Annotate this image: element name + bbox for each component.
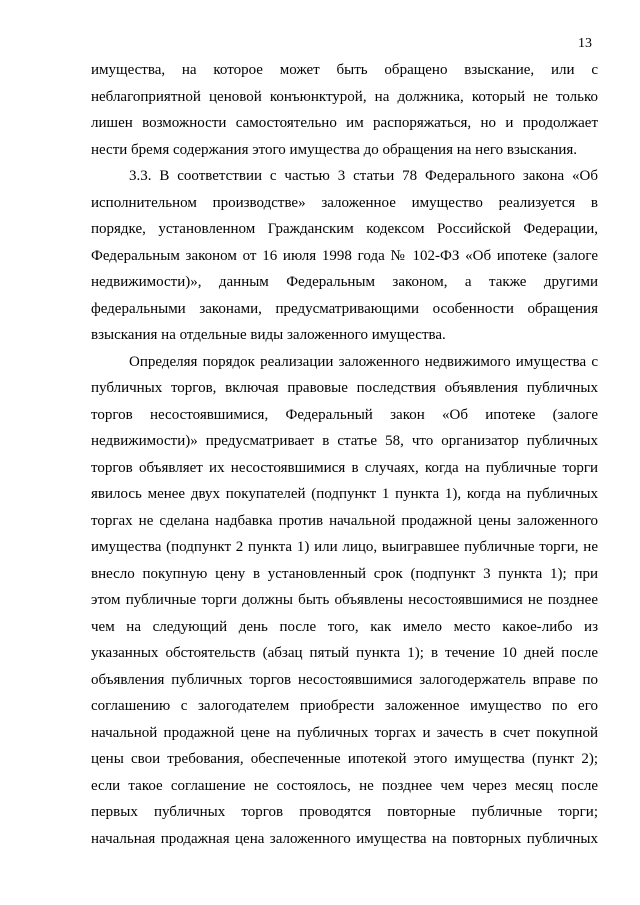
text-line: указанных обстоятельств (абзац пятый пункта 1); в течение 10 дней после — [91, 645, 598, 661]
text-line: объявления публичных торгов несостоявшимися залогодержатель вправе по — [91, 671, 598, 688]
text-line: недвижимости)», данным Федеральным законом, а также другими — [91, 274, 598, 290]
text-line: взыскания на отдельные виды заложенного имущества. — [91, 327, 446, 343]
paragraph — [91, 57, 598, 163]
text-line: торгах не сделана надбавка против начальной продажной цены заложенного — [91, 512, 598, 529]
paragraph — [91, 349, 598, 853]
text-line: соглашению с залогодателем приобрести заложенное имущество по его — [91, 698, 598, 714]
text-line: имущества (подпункт 2 пункта 1) или лицо, выигравшее публичные торги, не — [91, 539, 598, 555]
text-line: исполнительном производстве» заложенное имущество реализуется в — [91, 194, 598, 211]
page-number: 13 — [578, 36, 592, 51]
text-line: торгов несостоявшимися, Федеральный закон «Об ипотеке (залоге — [91, 406, 598, 423]
text-line: торгов объявляет их несостоявшимися в случаях, когда на публичные торги — [91, 459, 598, 476]
text-line: явилось менее двух покупателей (подпункт 1 пункта 1), когда на публичных — [91, 486, 598, 502]
text-line: недвижимости)» предусматривает в статье 58, что организатор публичных — [91, 433, 598, 449]
text-line: если такое соглашение не состоялось, не позднее чем через месяц после — [91, 777, 598, 794]
text-line: имущества, на которое может быть обращено взыскание, или с — [91, 62, 598, 78]
text-line: чем на следующий день после того, как имело место какое-либо из — [91, 618, 598, 635]
text-line: нести бремя содержания этого имущества до обращения на него взыскания. — [91, 141, 578, 158]
text-line: начальной продажной цене на публичных торгах и зачесть в счет покупной — [91, 724, 598, 741]
text-line: лишен возможности самостоятельно им распоряжаться, но и продолжает — [91, 115, 598, 131]
text-line: неблагоприятной ценовой конъюнктурой, на должника, который не только — [91, 88, 598, 105]
text-line: этом публичные торги должны быть объявлены несостоявшимися не позднее — [91, 592, 598, 608]
paragraph — [91, 163, 598, 349]
text-line: порядке, установленном Гражданским кодексом Российской Федерации, — [91, 221, 598, 237]
text-line: 3.3. В соответствии с частью 3 статьи 78 Федерального закона «Об — [129, 168, 598, 184]
text-line: первых публичных торгов проводятся повторные публичные торги; — [91, 804, 598, 820]
document-body — [91, 57, 598, 852]
text-line: федеральными законами, предусматривающими особенности обращения — [91, 300, 598, 317]
text-line: Определяя порядок реализации заложенного недвижимого имущества с — [129, 353, 598, 370]
text-line: внесло покупную цену в установленный срок (подпункт 3 пункта 1); при — [91, 565, 598, 582]
text-line: начальная продажная цена заложенного имущества на повторных публичных — [91, 830, 598, 847]
text-line: цены свои требования, обеспеченные ипотекой этого имущества (пункт 2); — [91, 751, 598, 767]
text-line: Федеральным законом от 16 июля 1998 года № 102-ФЗ «Об ипотеке (залоге — [91, 247, 598, 264]
text-line: публичных торгов, включая правовые последствия объявления публичных — [91, 380, 598, 396]
